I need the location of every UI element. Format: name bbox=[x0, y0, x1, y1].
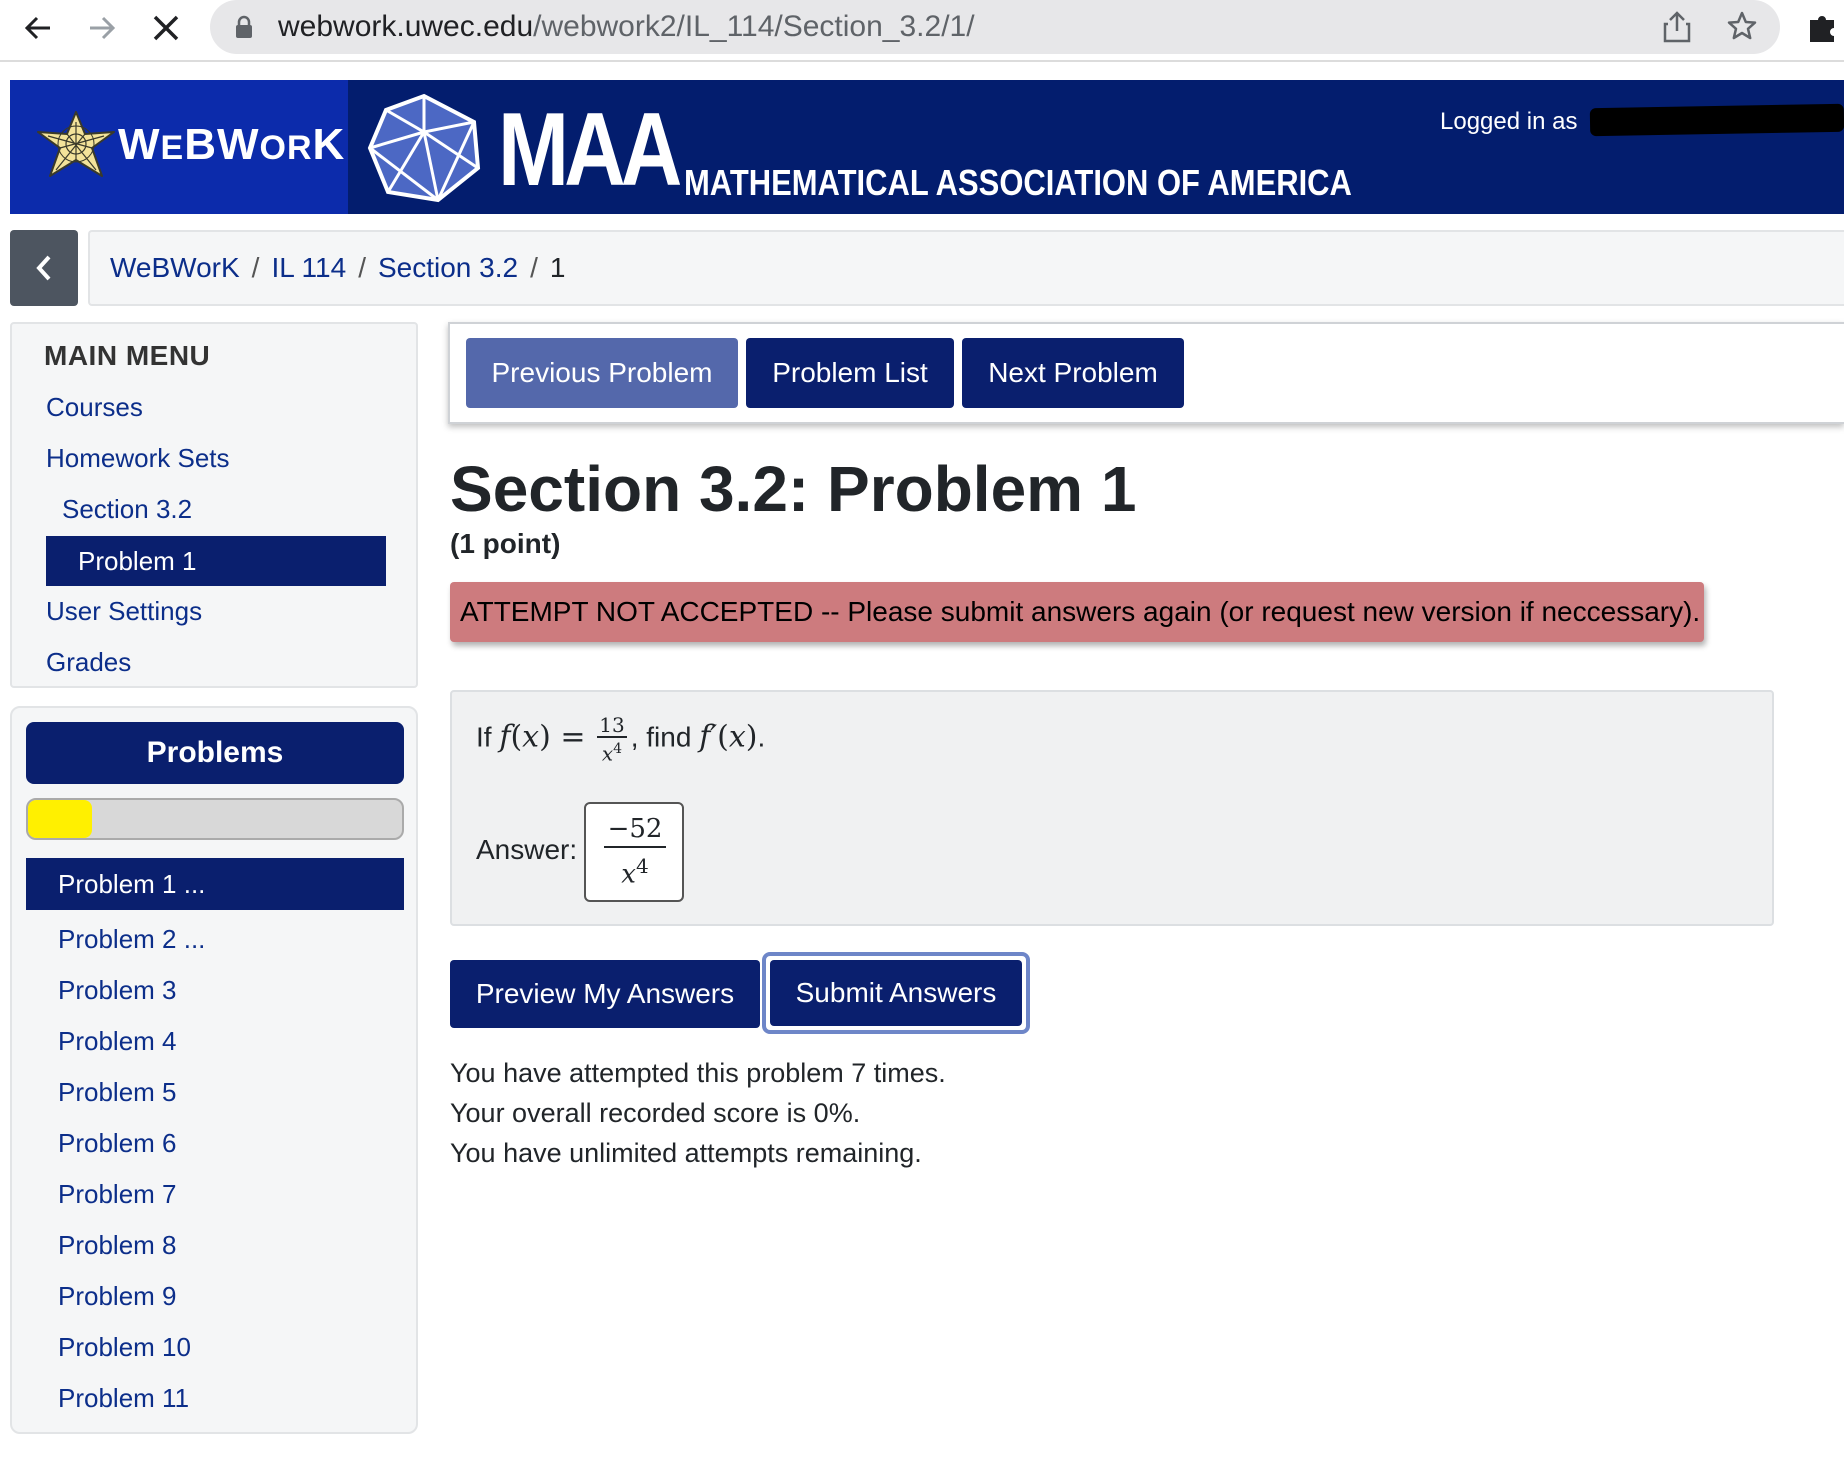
page-title: Section 3.2: Problem 1 bbox=[450, 453, 1137, 525]
problem-list-item-7[interactable]: Problem 7 bbox=[58, 1179, 177, 1209]
webwork-wordmark: WEBWORK bbox=[118, 120, 346, 169]
puzzle-icon[interactable] bbox=[1806, 10, 1840, 49]
remaining-text: You have unlimited attempts remaining. bbox=[450, 1138, 922, 1168]
answer-denominator: $x^4$ bbox=[621, 854, 649, 890]
next-problem-button[interactable]: Next Problem bbox=[962, 338, 1184, 408]
browser-chrome bbox=[0, 0, 1844, 62]
menu-item-section[interactable]: Section 3.2 bbox=[62, 494, 193, 524]
menu-item-courses[interactable]: Courses bbox=[46, 392, 143, 422]
problem-list-item-label: Problem 1 ... bbox=[58, 869, 206, 899]
attempts-text: You have attempted this problem 7 times. bbox=[450, 1058, 946, 1088]
main-menu bbox=[10, 322, 418, 688]
stmt-x-2: x bbox=[728, 719, 746, 755]
maa-abbrev: MAA bbox=[498, 92, 678, 208]
redacted-username bbox=[1590, 104, 1844, 136]
menu-item-user-settings[interactable]: User Settings bbox=[46, 596, 203, 626]
sidebar-toggle-button[interactable] bbox=[10, 230, 78, 306]
problem-list-item-5[interactable]: Problem 5 bbox=[58, 1077, 177, 1107]
stmt-find: , find bbox=[630, 721, 692, 753]
problem-list-item-10[interactable]: Problem 10 bbox=[58, 1332, 191, 1362]
problem-list-item-1[interactable] bbox=[26, 858, 404, 910]
webwork-logo[interactable] bbox=[10, 80, 348, 214]
maa-icosahedron-icon bbox=[364, 92, 484, 204]
breadcrumb-set[interactable]: Section 3.2 bbox=[377, 252, 519, 283]
problem-list-item-3[interactable]: Problem 3 bbox=[58, 975, 177, 1005]
url-text[interactable]: webwork.uwec.edu/webwork2/IL_114/Section_3.2/1/ bbox=[278, 10, 975, 43]
breadcrumb-course[interactable]: IL 114 bbox=[271, 252, 347, 283]
menu-item-problem[interactable] bbox=[46, 536, 386, 586]
breadcrumb-separator: / bbox=[358, 252, 366, 283]
back-arrow-icon[interactable] bbox=[16, 6, 60, 50]
stmt-f: f bbox=[499, 719, 511, 755]
site-banner bbox=[10, 80, 1844, 214]
problem-points: (1 point) bbox=[450, 528, 561, 559]
stmt-fraction: $\frac{13}{x^4}$ bbox=[599, 713, 625, 766]
menu-item-problem-label: Problem 1 bbox=[78, 546, 197, 576]
score-text: Your overall recorded score is 0%. bbox=[450, 1098, 861, 1128]
problem-body bbox=[450, 690, 1774, 926]
problem-list-item-6[interactable]: Problem 6 bbox=[58, 1128, 177, 1158]
menu-item-homework-sets[interactable]: Homework Sets bbox=[46, 443, 230, 473]
submit-focus-ring bbox=[762, 952, 1030, 1034]
breadcrumb-webwork[interactable]: WeBWorK bbox=[110, 252, 240, 283]
breadcrumb bbox=[88, 230, 1844, 306]
progress-bar bbox=[26, 798, 404, 840]
stmt-if: If bbox=[476, 721, 492, 753]
lock-icon bbox=[234, 15, 254, 44]
maa-full-name: MATHEMATICAL ASSOCIATION OF AMERICA bbox=[684, 162, 1352, 203]
problem-statement: If f(x) = $\frac{13}{x^4}$ , find f′(x). bbox=[476, 713, 766, 766]
preview-answers-button[interactable]: Preview My Answers bbox=[450, 960, 760, 1028]
attempt-alert bbox=[450, 582, 1704, 642]
menu-item-grades[interactable]: Grades bbox=[46, 647, 132, 677]
progress-fill bbox=[28, 800, 92, 838]
problem-list-item-4[interactable]: Problem 4 bbox=[58, 1026, 177, 1056]
star-icon[interactable] bbox=[1726, 10, 1758, 47]
problem-list-button[interactable]: Problem List bbox=[746, 338, 954, 408]
submit-answers-button[interactable]: Submit Answers bbox=[770, 960, 1022, 1026]
chevron-left-icon bbox=[33, 253, 55, 283]
answer-label: Answer: bbox=[476, 834, 578, 865]
previous-problem-button[interactable]: Previous Problem bbox=[466, 338, 738, 408]
attempt-alert-text: ATTEMPT NOT ACCEPTED -- Please submit answers again (or request new version if neccessary). bbox=[460, 596, 1701, 627]
close-icon[interactable] bbox=[144, 6, 188, 50]
answer-input[interactable] bbox=[584, 802, 684, 902]
webwork-star-icon bbox=[36, 110, 116, 180]
problem-nav bbox=[448, 322, 1844, 424]
forward-arrow-icon[interactable] bbox=[80, 6, 124, 50]
share-icon[interactable] bbox=[1662, 10, 1692, 49]
problem-list-item-11[interactable]: Problem 11 bbox=[58, 1383, 190, 1413]
problems-header[interactable]: Problems bbox=[26, 722, 404, 784]
breadcrumb-separator: / bbox=[530, 252, 538, 283]
main-menu-title: MAIN MENU bbox=[44, 340, 211, 371]
problems-panel bbox=[10, 706, 418, 1434]
breadcrumb-current: 1 bbox=[549, 252, 566, 283]
answer-numerator: −52 bbox=[604, 814, 666, 848]
problem-list-item-8[interactable]: Problem 8 bbox=[58, 1230, 177, 1260]
stmt-fprime: f′ bbox=[699, 719, 718, 755]
problem-list-item-2[interactable]: Problem 2 ... bbox=[58, 924, 206, 954]
address-bar[interactable] bbox=[210, 0, 1780, 54]
breadcrumb-separator: / bbox=[251, 252, 260, 283]
logged-in-label: Logged in as bbox=[1440, 108, 1578, 135]
stmt-x: x bbox=[522, 719, 540, 755]
problem-list-item-9[interactable]: Problem 9 bbox=[58, 1281, 177, 1311]
